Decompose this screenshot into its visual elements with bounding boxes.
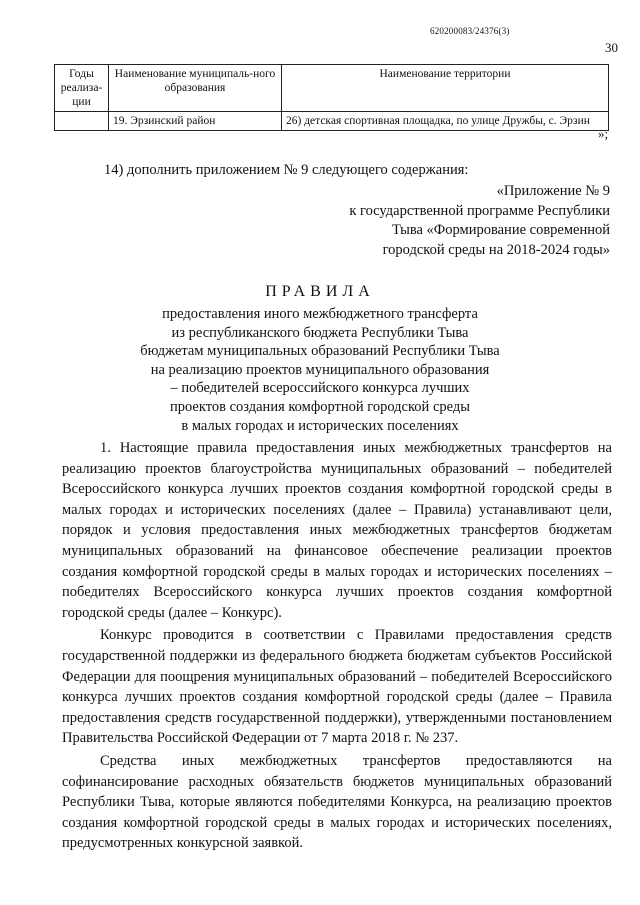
paragraph: Конкурс проводится в соответствии с Правилами предоставления средств государственной поддержки из федерального бюджета бюджетам субъектов Российской Федерации для поощрения муниципальных образований – победителей Всероссийского конкурса лучших проектов создания комфортной городской среды (далее – Правила предоставления средств государственной поддержки), утвержденными постановлением Правительства Российской Федерации от 7 марта 2018 г. № 237. [62, 627, 612, 747]
subtitle-line: бюджетам муниципальных образований Республики Тыва [140, 343, 500, 360]
table-closing-quote: »; [598, 126, 609, 141]
amendment-item: 14) дополнить приложением № 9 следующего содержания: [104, 162, 469, 178]
paragraph: Средства иных межбюджетных трансфертов предоставляются на софинансирование расходных обязательств бюджетов муниципальных образований Республики Тыва, которые являются победителями Конкурса, на реализацию проектов создания комфортной городской среды в малых городах и исторических поселениях, предусмотренных конкурсной заявкой. [62, 752, 612, 852]
page-number: 30 [605, 40, 618, 55]
header-municipality: Наименование муниципаль-ного образования [109, 65, 282, 112]
appendix-line: «Приложение № 9 [496, 183, 610, 199]
header-territory: Наименование территории [282, 65, 609, 112]
appendix-line: Тыва «Формирование современной [391, 222, 610, 238]
subtitle-line: – победителей всероссийского конкурса лучших [170, 380, 470, 397]
appendix-heading [330, 182, 610, 260]
appendix-line: городской среды на 2018-2024 годы» [382, 241, 610, 258]
municipality-table [54, 64, 609, 131]
subtitle-line: из республиканского бюджета Республики Тыва [171, 324, 469, 341]
rules-title: ПРАВИЛА [265, 283, 375, 300]
document-number: 620200083/24376(3) [430, 26, 510, 36]
appendix-line: к государственной программе Республики [349, 202, 610, 219]
rules-subtitle [70, 305, 570, 435]
cell-municipality: 19. Эрзинский район [109, 112, 282, 131]
paragraph: 1. Настоящие правила предоставления иных межбюджетных трансфертов на реализацию проектов благоустройства муниципальных образований – победителей Всероссийского конкурса лучших проектов создания комфортной городской среды в малых городах и исторических поселениях (далее – Правила) устанавливают цели, порядок и условия предоставления иных межбюджетных трансфертов бюджетам муниципальных образований на финансовое обеспечение реализации проектов создания комфортной городской среды в малых городах и исторических поселениях – победителях Всероссийского конкурса лучших проектов создания комфортной городской среды (далее – Конкурс). [62, 440, 612, 621]
cell-years [55, 112, 109, 131]
subtitle-line: проектов создания комфортной городской среды [170, 398, 470, 415]
subtitle-line: предоставления иного межбюджетного трансферта [162, 306, 478, 322]
table-row [55, 112, 609, 131]
table-header-row [55, 65, 609, 112]
document-body [62, 438, 612, 856]
subtitle-line: на реализацию проектов муниципального образования [150, 361, 490, 378]
subtitle-line: в малых городах и исторических поселениях [181, 417, 459, 434]
cell-territory: 26) детская спортивная площадка, по улице Дружбы, с. Эрзин [282, 112, 609, 131]
header-years: Годы реализа-ции [55, 65, 109, 112]
